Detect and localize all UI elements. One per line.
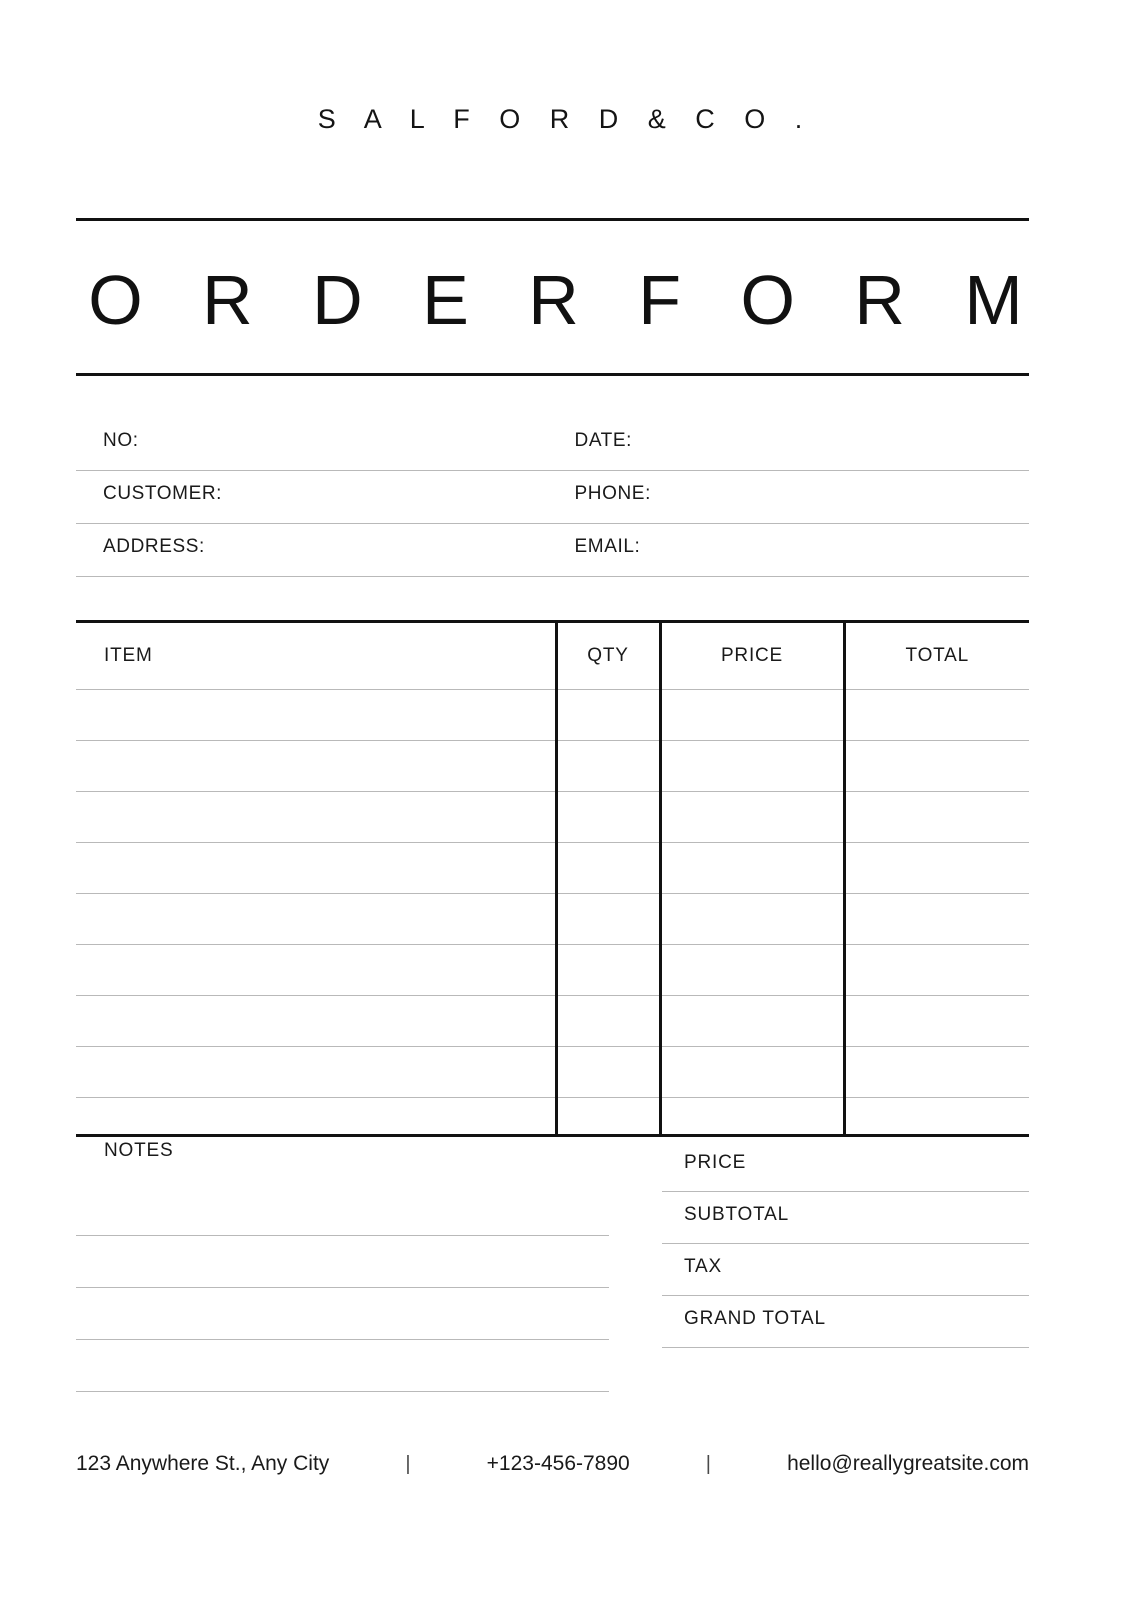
footer-phone: +123-456-7890 [486, 1452, 630, 1475]
cell-item[interactable] [76, 843, 556, 894]
items-table [76, 623, 1029, 1134]
cell-item[interactable] [76, 1047, 556, 1098]
field-label-phone[interactable]: PHONE: [574, 483, 651, 504]
cell-total[interactable] [844, 843, 1029, 894]
notes-write-line[interactable] [76, 1340, 609, 1392]
footer [76, 1452, 1029, 1476]
column-header-total: TOTAL [844, 623, 1029, 690]
cell-total[interactable] [844, 690, 1029, 741]
cell-item[interactable] [76, 894, 556, 945]
page-title: O R D E R F O R M [88, 261, 1043, 339]
cell-total-spacer [844, 1098, 1029, 1135]
cell-price[interactable] [660, 894, 844, 945]
footer-address: 123 Anywhere St., Any City [76, 1452, 330, 1475]
table-row[interactable] [76, 945, 1029, 996]
cell-price[interactable] [660, 843, 844, 894]
footer-separator-2: | [705, 1452, 711, 1475]
items-header-row [76, 623, 1029, 690]
field-label-no[interactable]: NO: [103, 430, 139, 451]
cell-qty[interactable] [556, 843, 660, 894]
notes-label: NOTES [104, 1140, 174, 1161]
cell-qty[interactable] [556, 1047, 660, 1098]
cell-item[interactable] [76, 741, 556, 792]
cell-price[interactable] [660, 741, 844, 792]
table-row[interactable] [76, 690, 1029, 741]
table-row[interactable] [76, 741, 1029, 792]
meta-fields [76, 418, 1029, 577]
cell-total[interactable] [844, 741, 1029, 792]
cell-total[interactable] [844, 996, 1029, 1047]
notes-write-line[interactable] [76, 1236, 609, 1288]
meta-row [76, 418, 1029, 471]
table-row[interactable] [76, 843, 1029, 894]
table-row[interactable] [76, 894, 1029, 945]
meta-row [76, 471, 1029, 524]
total-row-subtotal[interactable]: SUBTOTAL [662, 1192, 1029, 1244]
totals-section [662, 1140, 1029, 1348]
cell-total[interactable] [844, 1047, 1029, 1098]
cell-item-spacer [76, 1098, 556, 1135]
cell-item[interactable] [76, 792, 556, 843]
company-name: S A L F O R D & C O . [317, 104, 814, 134]
cell-qty-spacer [556, 1098, 660, 1135]
table-row-spacer [76, 1098, 1029, 1135]
cell-qty[interactable] [556, 945, 660, 996]
cell-price[interactable] [660, 996, 844, 1047]
cell-price[interactable] [660, 945, 844, 996]
footer-email: hello@reallygreatsite.com [787, 1452, 1029, 1475]
cell-item[interactable] [76, 690, 556, 741]
table-row[interactable] [76, 1047, 1029, 1098]
footer-separator-1: | [405, 1452, 411, 1475]
cell-qty[interactable] [556, 894, 660, 945]
column-header-price: PRICE [660, 623, 844, 690]
cell-price[interactable] [660, 792, 844, 843]
field-label-date[interactable]: DATE: [574, 430, 633, 451]
field-label-email[interactable]: EMAIL: [574, 536, 641, 557]
cell-qty[interactable] [556, 690, 660, 741]
field-label-customer[interactable]: CUSTOMER: [103, 483, 223, 504]
cell-price[interactable] [660, 690, 844, 741]
meta-row [76, 524, 1029, 577]
notes-section [76, 1140, 609, 1392]
table-row[interactable] [76, 792, 1029, 843]
cell-total[interactable] [844, 945, 1029, 996]
table-row[interactable] [76, 996, 1029, 1047]
total-row-price[interactable]: PRICE [662, 1140, 1029, 1192]
title-bottom-rule [76, 373, 1029, 376]
notes-write-line[interactable] [76, 1184, 609, 1236]
cell-item[interactable] [76, 945, 556, 996]
cell-total[interactable] [844, 792, 1029, 843]
field-label-address[interactable]: ADDRESS: [103, 536, 205, 557]
column-header-qty: QTY [556, 623, 660, 690]
cell-qty[interactable] [556, 996, 660, 1047]
cell-price-spacer [660, 1098, 844, 1135]
cell-qty[interactable] [556, 741, 660, 792]
cell-qty[interactable] [556, 792, 660, 843]
total-row-tax[interactable]: TAX [662, 1244, 1029, 1296]
total-row-grand-total[interactable]: GRAND TOTAL [662, 1296, 1029, 1348]
notes-write-line[interactable] [76, 1288, 609, 1340]
column-header-item: ITEM [76, 623, 556, 690]
cell-price[interactable] [660, 1047, 844, 1098]
cell-item[interactable] [76, 996, 556, 1047]
items-body [76, 690, 1029, 1135]
items-table-wrapper [76, 620, 1029, 1137]
cell-total[interactable] [844, 894, 1029, 945]
title-top-rule [76, 218, 1029, 221]
